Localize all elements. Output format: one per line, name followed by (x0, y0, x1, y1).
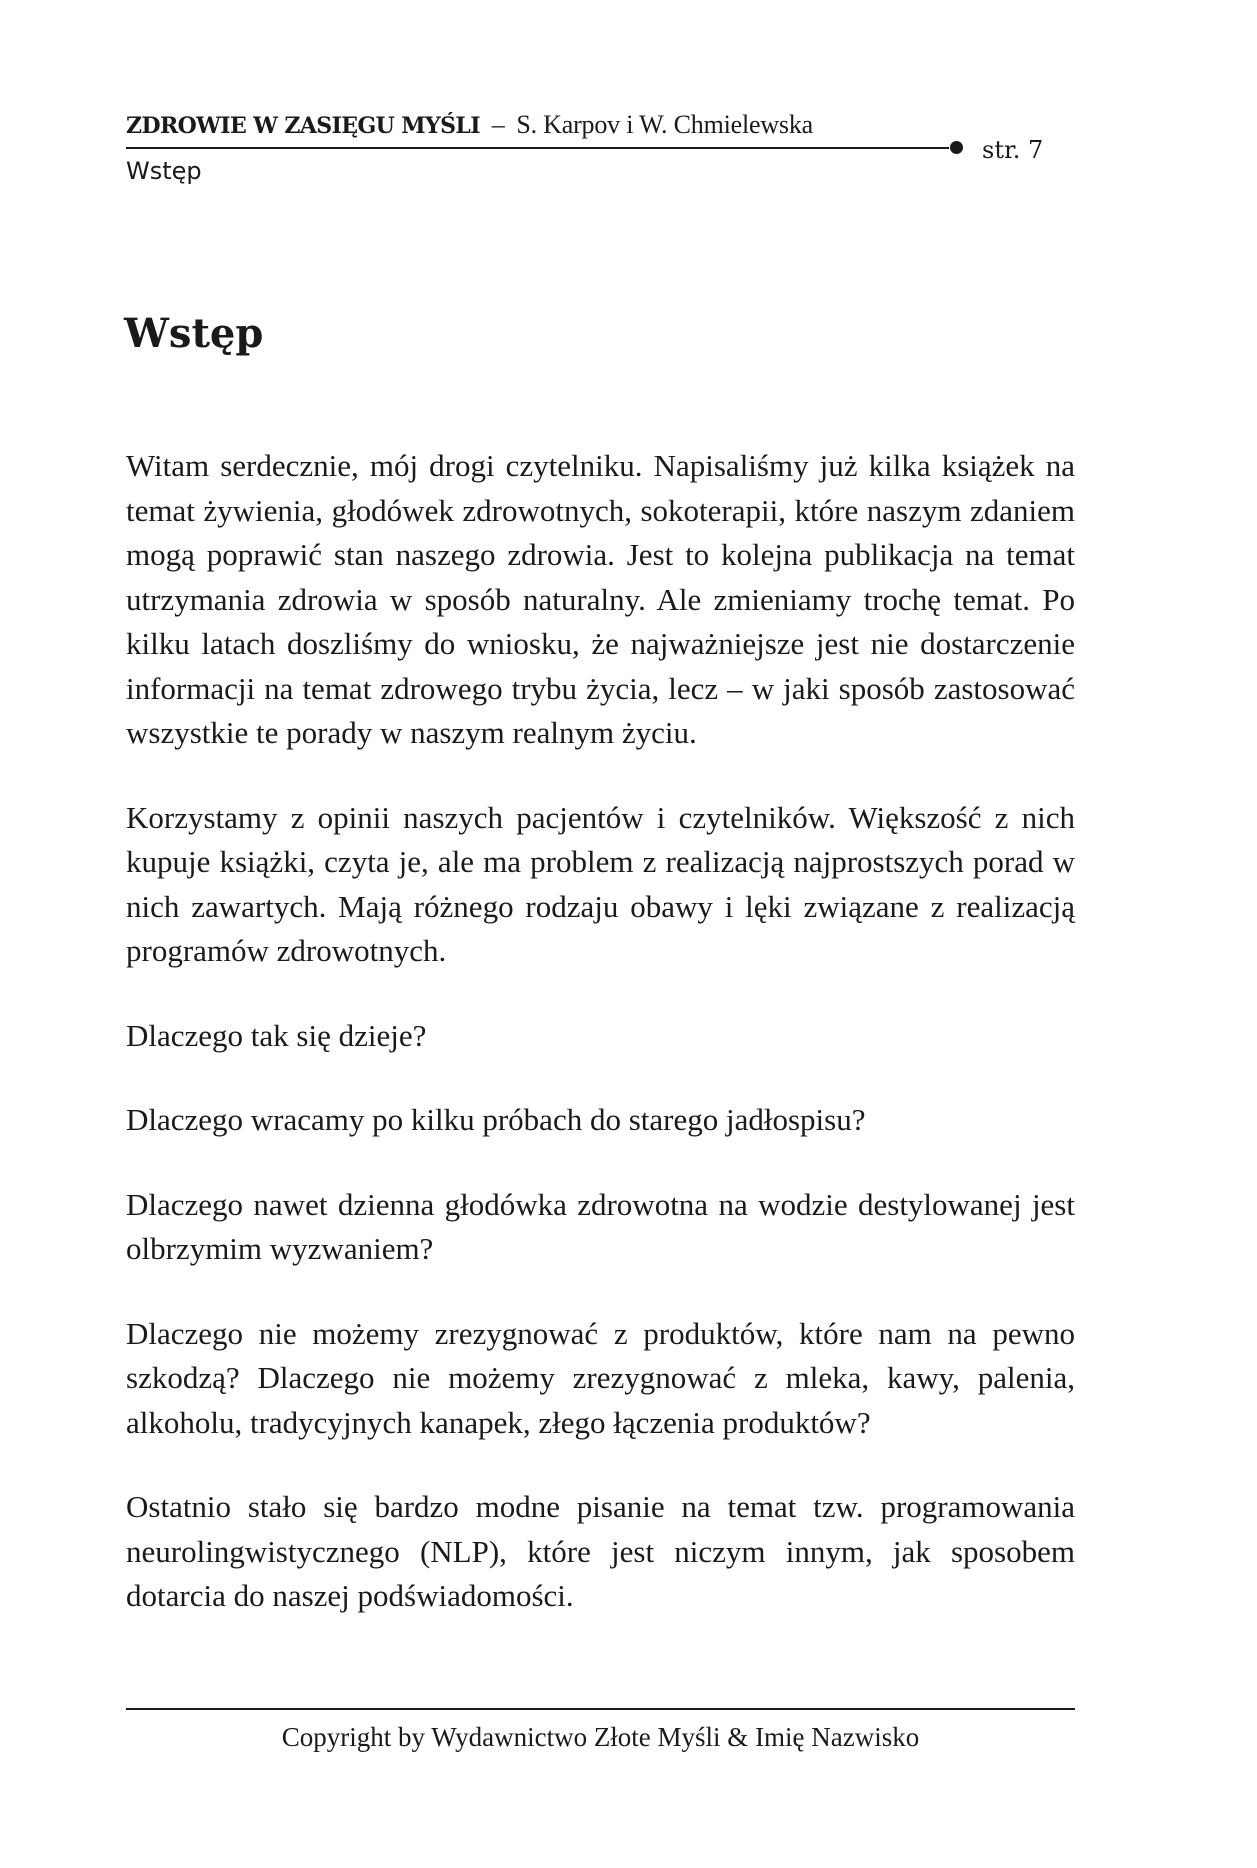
chapter-title: Wstęp (124, 310, 264, 357)
book-authors: S. Karpov i W. Chmielewska (516, 110, 813, 139)
body-text (126, 444, 1075, 1659)
header-section-name: Wstęp (126, 157, 202, 185)
paragraph: Dlaczego nawet dzienna głodówka zdrowotna na wodzie destylowanej jest olbrzymim wyzwaniem? (126, 1186, 1075, 1266)
header-rule (126, 147, 949, 149)
paragraph: Witam serdecznie, mój drogi czytelniku. Napisaliśmy już kilka książek na temat żywienia, głodówek zdrowotnych, sokoterapii, które naszym zdaniem mogą poprawić stan naszego zdrowia. Jest to kolejna publikacja na temat utrzymania zdrowia w sposób naturalny. Ale zmieniamy trochę temat. Po kilku latach doszliśmy do wniosku, że najważniejsze jest nie dostarczenie informacji na temat zdrowego trybu życia, lecz – w jaki sposób zastosować wszystkie te porady w naszym realnym życiu. (126, 448, 1075, 750)
paragraph: Dlaczego nie możemy zrezygnować z produktów, które nam na pewno szkodzą? Dlaczego nie możemy zrezygnować z mleka, kawy, palenia, alkoholu, tradycyjnych kanapek, złego łączenia produktów? (126, 1315, 1075, 1440)
page-number: str. 7 (982, 136, 1044, 164)
paragraph: Dlaczego wracamy po kilku próbach do starego jadłospisu? (126, 1102, 866, 1137)
header-separator: – (491, 110, 505, 139)
footer-rule (126, 1708, 1075, 1710)
book-title: ZDROWIE W ZASIĘGU MYŚLI (126, 113, 480, 139)
footer-copyright: Copyright by Wydawnictwo Złote Myśli & Imię Nazwisko (281, 1722, 920, 1752)
paragraph: Dlaczego tak się dzieje? (126, 1017, 427, 1053)
paragraph: Ostatnio stało się bardzo modne pisanie na temat tzw. programowania neurolingwistycznego (NLP), które jest niczym innym, jak sposobem dotarcia do naszej podświadomości. (126, 1489, 1075, 1613)
header-bullet-icon (950, 141, 963, 154)
paragraph: Korzystamy z opinii naszych pacjentów i czytelników. Większość z nich kupuje książki, czyta je, ale ma problem z realizacją najprostszych porad w nich zawartych. Mają różnego rodzaju obawy i lęki związane z realizacją programów zdrowotnych. (126, 799, 1075, 968)
running-header (126, 110, 813, 140)
